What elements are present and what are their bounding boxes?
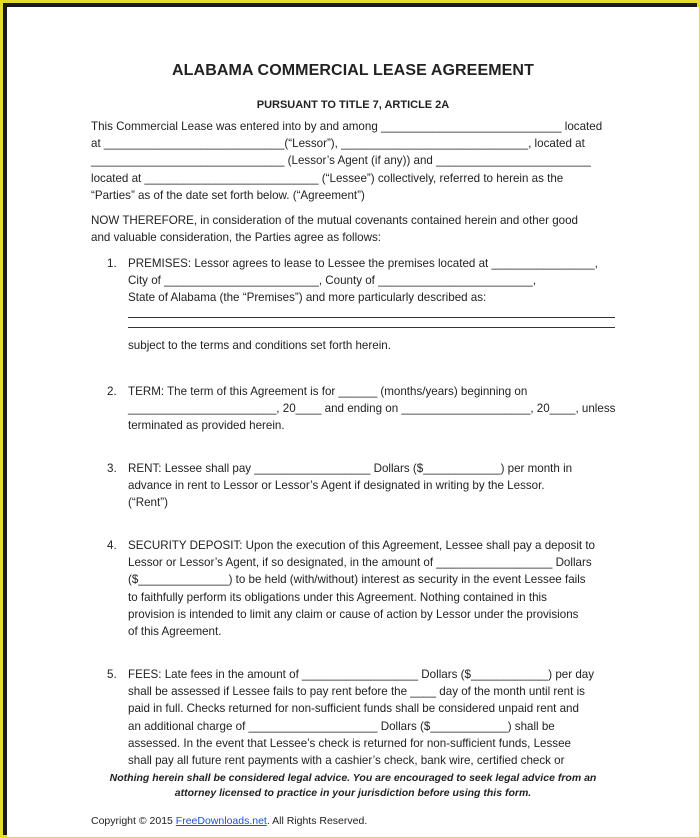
section-content [128,460,618,512]
section-number: 4. [107,539,117,552]
document-page [7,7,699,837]
section-line: RENT: Lessee shall pay __________________ Dollars ($____________) per month in [128,462,573,475]
section-line: Lessor or Lessor’s Agent, if so designated, in the amount of __________________ Dollars [128,556,592,570]
section-line: shall be assessed if Lessee fails to pay rent before the ____ day of the month until rent is [128,685,585,699]
section-line: to faithfully perform its obligations under this Agreement. Nothing contained in this [128,590,547,604]
section-number: 3. [107,462,117,475]
section-line: _______________________, 20____ and ending on ____________________, 20____, unless [128,402,616,416]
freedownloads-link[interactable]: FreeDownloads.net [175,815,267,827]
copyright-text: Copyright © 2015 [91,815,176,827]
section-line: provision is intended to limit any claim or cause of action by Lessor under the provisions [128,607,579,621]
section-number: 2. [107,385,117,398]
now-therefore-paragraph [91,212,611,246]
section-line: ($______________) to be held (with/without) interest as security in the event Lessee fails [128,573,586,587]
section-line: assessed. In the event that Lessee’s check is returned for non-sufficient funds, Lessee [128,736,571,750]
intro-line: ______________________________ (Lessor’s Agent (if any)) and ________________________ [91,154,591,168]
legal-disclaimer [7,771,699,801]
section-line: SECURITY DEPOSIT: Upon the execution of this Agreement, Lessee shall pay a deposit to [128,539,596,552]
section-line: (“Rent”) [128,496,168,510]
section-line: City of ________________________, County of ________________________, [128,274,537,288]
intro-line: located at ___________________________ (“Lessee”) collectively, referred to herein as the [91,171,564,185]
section-content [128,255,618,354]
section-number: 1. [107,257,117,270]
section-content [128,383,618,435]
section-line: an additional charge of ____________________ Dollars ($____________) shall be [128,719,555,733]
section-line: paid in full. Checks returned for non-sufficient funds shall be considered unpaid rent and [128,702,579,716]
disclaimer-line: attorney licensed to practice in your jurisdiction before using this form. [174,787,532,799]
section-line: advance in rent to Lessor or Lessor’s Agent if designated in writing by the Lessor. [128,479,545,493]
intro-line: at ____________________________(“Lessor”), _____________________________, located at [91,137,585,151]
section-line: TERM: The term of this Agreement is for ______ (months/years) beginning on [128,385,528,398]
section-line: shall pay all future rent payments with a cashier’s check, bank wire, certified check or [128,753,565,767]
section-line: FEES: Late fees in the amount of __________________ Dollars ($____________) per day [128,668,595,681]
section-line: subject to the terms and conditions set forth herein. [128,338,391,352]
copyright-footer [91,815,367,827]
blank-description-line [128,317,615,318]
section-content [128,666,618,769]
intro-line: “Parties” as of the date set forth below. (“Agreement”) [91,188,365,202]
now-therefore-line: and valuable consideration, the Parties agree as follows: [91,231,382,245]
section-content [128,537,618,640]
section-line: PREMISES: Lessor agrees to lease to Lessee the premises located at ________________, [128,257,598,270]
document-title: ALABAMA COMMERCIAL LEASE AGREEMENT [172,62,534,79]
document-subtitle: PURSUANT TO TITLE 7, ARTICLE 2A [256,99,450,111]
section-line: terminated as provided herein. [128,419,285,433]
section-number: 5. [107,668,117,681]
intro-line: This Commercial Lease was entered into by and among ____________________________ located [91,120,603,133]
section-line: State of Alabama (the “Premises”) and more particularly described as: [128,291,487,305]
section-line: of this Agreement. [128,624,222,638]
copyright-suffix: . All Rights Reserved. [266,815,368,827]
blank-description-line [128,327,615,328]
now-therefore-line: NOW THEREFORE, in consideration of the mutual covenants contained herein and other good [91,214,578,227]
intro-paragraph [91,118,611,204]
disclaimer-line: Nothing herein shall be considered legal advice. You are encouraged to seek legal advice from an [109,772,597,784]
